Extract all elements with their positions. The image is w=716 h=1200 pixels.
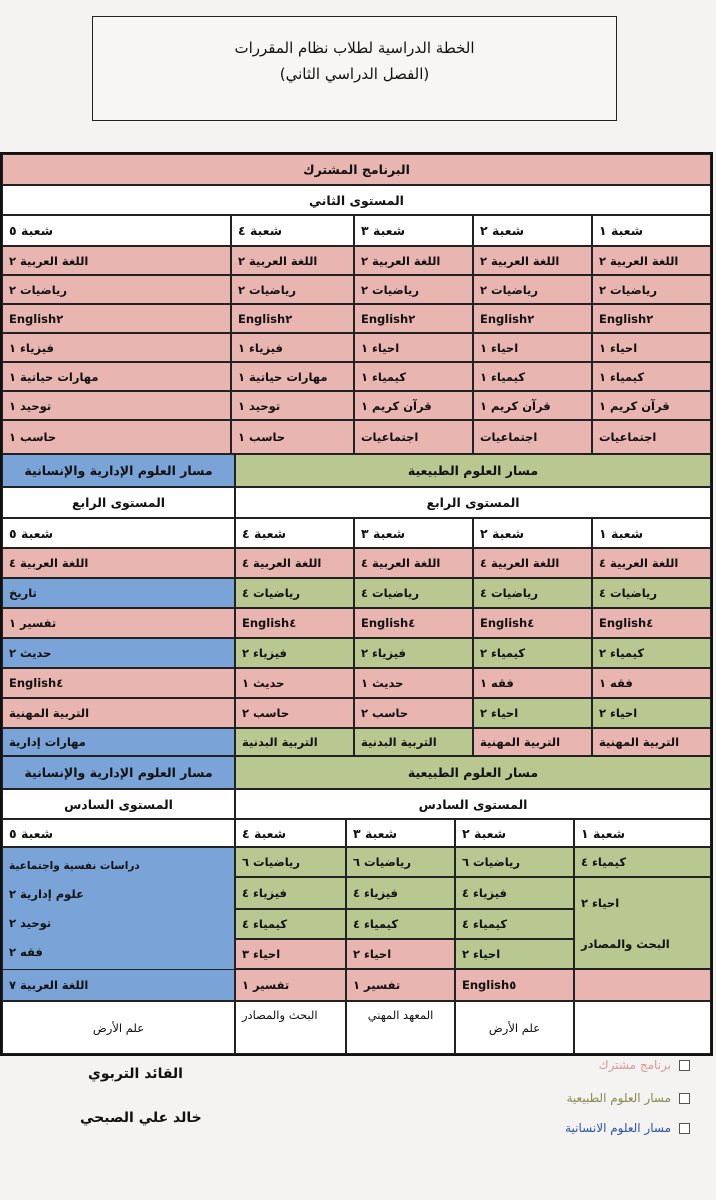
section-header: شعبة ٣	[354, 215, 473, 246]
level-header: المستوى الثاني	[2, 185, 711, 215]
course-cell: كيمياء ١	[592, 362, 711, 391]
course-cell: تفسير ١	[346, 969, 455, 1001]
signature-role: القائد التربوي	[88, 1066, 183, 1082]
table-row	[2, 333, 711, 362]
section-header: شعبة ١	[574, 819, 711, 847]
course-cell: علم الأرض	[2, 1001, 235, 1054]
track-humanities-header: مسار العلوم الإدارية والإنسانية	[2, 756, 235, 789]
course-cell: English٤	[235, 608, 354, 638]
program-header: البرنامج المشترك	[2, 154, 711, 185]
table-row	[2, 362, 711, 391]
course-cell: كيمياء ٤	[235, 909, 346, 939]
course-text: احياء ٢	[581, 895, 620, 910]
course-cell: رياضيات ٢	[2, 275, 231, 304]
signature-name: خالد علي الصبحي	[80, 1110, 202, 1126]
title-box	[92, 16, 617, 121]
course-cell: رياضيات ٢	[231, 275, 354, 304]
course-cell: احياء ١	[473, 333, 592, 362]
level-header: المستوى السادس	[2, 789, 235, 819]
course-cell: احياء ٢	[346, 939, 455, 969]
course-cell: حديث ١	[235, 668, 354, 698]
course-cell: المعهد المهني	[346, 1001, 455, 1054]
course-text: توحيد ٢	[9, 915, 52, 930]
section-header: شعبة ٥	[2, 518, 235, 548]
course-cell: رياضيات ٤	[592, 578, 711, 608]
course-cell: English٤	[592, 608, 711, 638]
course-cell: فيزياء ١	[231, 333, 354, 362]
course-cell: English٤	[2, 668, 235, 698]
course-cell: رياضيات ٤	[354, 578, 473, 608]
course-cell: قرآن كريم ١	[473, 391, 592, 420]
course-cell: احياء ٢	[455, 939, 574, 969]
course-cell: البحث والمصادر	[235, 1001, 346, 1054]
course-cell: علم الأرض	[455, 1001, 574, 1054]
course-cell: توحيد ١	[231, 391, 354, 420]
course-cell: English٢	[592, 304, 711, 333]
course-cell: رياضيات ٢	[354, 275, 473, 304]
sections-row	[2, 518, 711, 548]
course-cell: اللغة العربية ٢	[2, 246, 231, 275]
course-cell: اجتماعيات	[473, 420, 592, 454]
course-cell: توحيد ١	[2, 391, 231, 420]
legend-label: مسار العلوم الانسانية	[565, 1121, 671, 1135]
course-cell: فيزياء ٢	[354, 638, 473, 668]
course-cell: اللغة العربية ٧	[2, 969, 235, 1001]
course-cell: كيمياء ٤	[574, 847, 711, 877]
section-header: شعبة ٣	[354, 518, 473, 548]
table-row	[2, 638, 711, 668]
section-header: شعبة ١	[592, 518, 711, 548]
legend-item	[566, 1091, 690, 1105]
table-row	[2, 391, 711, 420]
table-row	[2, 420, 711, 454]
course-cell: اجتماعيات	[592, 420, 711, 454]
section-header: شعبة ٢	[473, 518, 592, 548]
course-cell: رياضيات ٦	[455, 847, 574, 877]
course-cell: رياضيات ٢	[473, 275, 592, 304]
course-cell: فيزياء ٤	[455, 877, 574, 909]
course-cell: اللغة العربية ٤	[592, 548, 711, 578]
course-cell: التربية المهنية	[473, 728, 592, 756]
section-header: شعبة ٣	[346, 819, 455, 847]
course-cell: كيمياء ٤	[346, 909, 455, 939]
course-cell: فيزياء ٢	[235, 638, 354, 668]
course-cell: English٥	[455, 969, 574, 1001]
course-cell	[574, 1001, 711, 1054]
course-cell: English٢	[473, 304, 592, 333]
course-cell: English٢	[2, 304, 231, 333]
course-cell-group	[2, 847, 235, 970]
section-header: شعبة ٢	[455, 819, 574, 847]
course-cell: اللغة العربية ٤	[473, 548, 592, 578]
course-cell: رياضيات ٦	[346, 847, 455, 877]
course-cell: تفسير ١	[2, 608, 235, 638]
legend-label: مسار العلوم الطبيعية	[566, 1091, 671, 1105]
course-cell: احياء ١	[354, 333, 473, 362]
table-row	[2, 304, 711, 333]
level-header: المستوى السادس	[235, 789, 711, 819]
course-cell: حاسب ٢	[354, 698, 473, 728]
course-cell: مهارات إدارية	[2, 728, 235, 756]
course-text: البحث والمصادر	[581, 936, 670, 951]
course-text: فقه ٢	[9, 944, 43, 959]
course-cell: اللغة العربية ٢	[231, 246, 354, 275]
course-cell: اللغة العربية ٤	[235, 548, 354, 578]
table-row	[2, 698, 711, 728]
checkbox-icon	[679, 1123, 690, 1134]
course-cell: فقه ١	[592, 668, 711, 698]
legend-item	[565, 1121, 690, 1135]
level-row	[2, 789, 711, 819]
course-cell: اللغة العربية ٤	[2, 548, 235, 578]
plan-title: الخطة الدراسية لطلاب نظام المقررات	[234, 39, 475, 57]
course-cell: رياضيات ٢	[592, 275, 711, 304]
track-humanities-header: مسار العلوم الإدارية والإنسانية	[2, 454, 235, 487]
course-cell: التربية البدنية	[235, 728, 354, 756]
level-row	[2, 185, 711, 215]
course-cell: كيمياء ١	[354, 362, 473, 391]
course-cell: اللغة العربية ٤	[354, 548, 473, 578]
table-row	[2, 668, 711, 698]
course-cell: حاسب ٢	[235, 698, 354, 728]
table-row	[2, 548, 711, 578]
course-cell: English٤	[473, 608, 592, 638]
checkbox-icon	[679, 1060, 690, 1071]
course-cell: فقه ١	[473, 668, 592, 698]
section-header: شعبة ٢	[473, 215, 592, 246]
course-cell: English٢	[231, 304, 354, 333]
course-cell: رياضيات ٤	[473, 578, 592, 608]
course-cell: كيمياء ٤	[455, 909, 574, 939]
track-science-header: مسار العلوم الطبيعية	[235, 454, 711, 487]
course-cell: كيمياء ٢	[592, 638, 711, 668]
table-row	[2, 578, 711, 608]
table-row	[2, 608, 711, 638]
course-cell: كيمياء ٢	[473, 638, 592, 668]
course-cell: مهارات حياتية ١	[2, 362, 231, 391]
course-cell: حاسب ١	[231, 420, 354, 454]
course-cell: فيزياء ٤	[235, 877, 346, 909]
legend-item	[599, 1058, 690, 1072]
track-science-header: مسار العلوم الطبيعية	[235, 756, 711, 789]
course-cell: كيمياء ١	[473, 362, 592, 391]
course-cell: قرآن كريم ١	[592, 391, 711, 420]
course-cell: اجتماعيات	[354, 420, 473, 454]
course-cell: فيزياء ٤	[346, 877, 455, 909]
sections-row	[2, 215, 711, 246]
level-header: المستوى الرابع	[235, 487, 711, 518]
program-row	[2, 154, 711, 185]
course-cell: English٤	[354, 608, 473, 638]
course-cell: قرآن كريم ١	[354, 391, 473, 420]
course-cell: رياضيات ٤	[235, 578, 354, 608]
legend-label: برنامج مشترك	[598, 1058, 671, 1072]
level-row	[2, 487, 711, 518]
course-cell: مهارات حياتية ١	[231, 362, 354, 391]
course-cell: تفسير ١	[235, 969, 346, 1001]
course-cell: التربية المهنية	[592, 728, 711, 756]
course-cell: حديث ٢	[2, 638, 235, 668]
table-row	[2, 246, 711, 275]
course-cell: احياء ١	[592, 333, 711, 362]
section-header: شعبة ٥	[2, 215, 231, 246]
semester-subtitle: (الفصل الدراسي الثاني)	[279, 65, 430, 83]
track-row	[2, 756, 711, 789]
table-row	[2, 847, 711, 1001]
course-cell: اللغة العربية ٢	[473, 246, 592, 275]
course-cell: اللغة العربية ٢	[354, 246, 473, 275]
section-header: شعبة ٤	[231, 215, 354, 246]
section-header: شعبة ٤	[235, 819, 346, 847]
section-header: شعبة ٥	[2, 819, 235, 847]
checkbox-icon	[679, 1093, 690, 1104]
track-row	[2, 454, 711, 487]
section-header: شعبة ١	[592, 215, 711, 246]
table-row	[2, 728, 711, 756]
schedule-table	[0, 152, 713, 1056]
course-cell: احياء ٢	[473, 698, 592, 728]
course-cell: احياء ٢	[592, 698, 711, 728]
section-header: شعبة ٤	[235, 518, 354, 548]
table-row	[2, 1001, 711, 1054]
course-text: علوم إدارية ٢	[9, 886, 84, 901]
sections-row	[2, 819, 711, 847]
table-row	[2, 275, 711, 304]
course-text: دراسات نفسية واجتماعية	[9, 859, 140, 872]
course-cell: حاسب ١	[2, 420, 231, 454]
course-cell: English٢	[354, 304, 473, 333]
level-header: المستوى الرابع	[2, 487, 235, 518]
course-cell: احياء ٣	[235, 939, 346, 969]
course-cell: التربية البدنية	[354, 728, 473, 756]
course-cell: رياضيات ٦	[235, 847, 346, 877]
course-cell: تاريخ	[2, 578, 235, 608]
course-cell: التربية المهنية	[2, 698, 235, 728]
course-cell: اللغة العربية ٢	[592, 246, 711, 275]
course-cell: فيزياء ١	[2, 333, 231, 362]
course-cell: حديث ١	[354, 668, 473, 698]
